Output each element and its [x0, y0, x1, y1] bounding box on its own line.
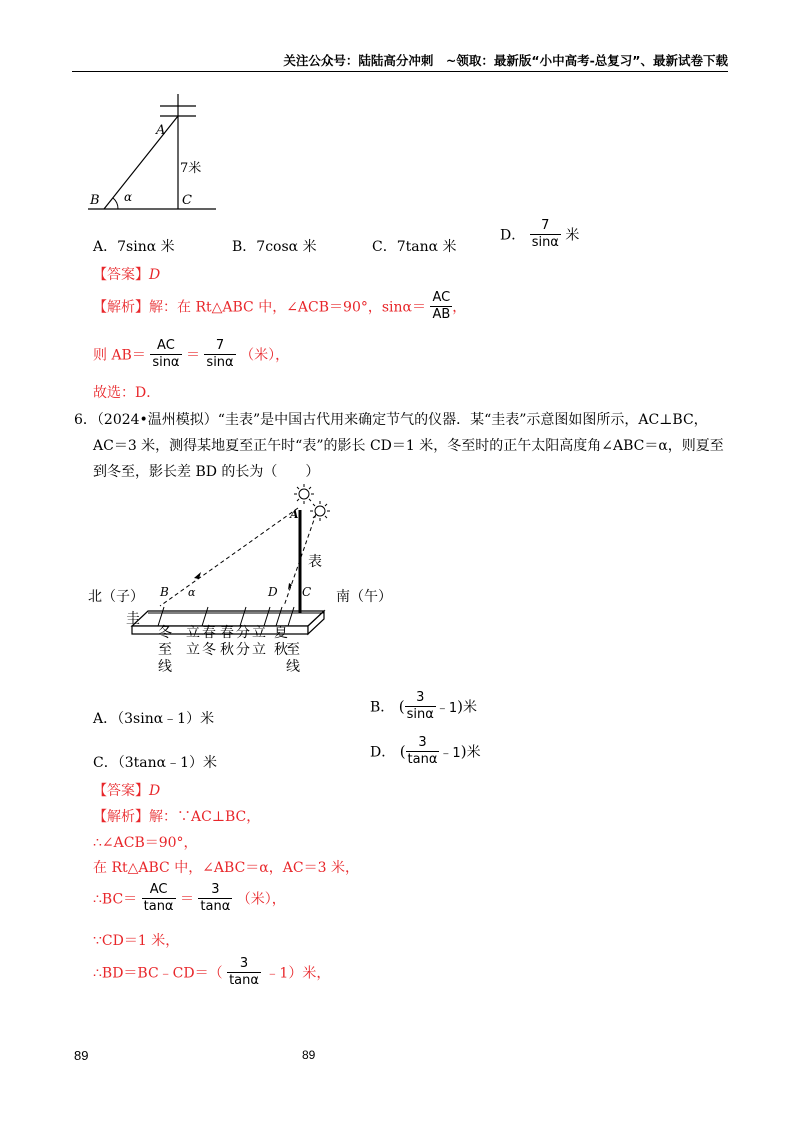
- term-col-8-c: 线: [286, 659, 300, 675]
- q5-label-height: 7米: [180, 161, 202, 176]
- q6-answer: 【答案】D: [93, 783, 161, 799]
- q6-label-b: B: [160, 585, 169, 599]
- q6-label-gui: 圭: [126, 611, 140, 627]
- term-col-5-a: 分: [236, 625, 250, 641]
- footer-page-number-left: 89: [74, 1048, 89, 1063]
- q5-option-d: D． $\frac{7}{\sin\alpha}$ 米: [500, 218, 580, 250]
- q5-triangle-figure: [88, 94, 218, 212]
- q5-label-a: A: [156, 123, 166, 138]
- q6-analysis-line5: ∵CD＝1 米，: [93, 933, 180, 949]
- q6-stem-line1: 6．（2024•温州模拟）“圭表”是中国古代用来确定节气的仪器．某“圭表”示意图如图所示，AC⊥BC，: [74, 412, 708, 428]
- q6-option-a: A．（3sinα﹣1）米: [93, 711, 215, 727]
- term-col-6-b: 立: [252, 642, 266, 658]
- term-col-4-a: 春: [220, 625, 234, 641]
- q6-analysis-line1: 【解析】解：∵AC⊥BC，: [93, 809, 261, 825]
- term-col-3-a: 春: [202, 625, 216, 641]
- term-col-1-b: 至: [158, 642, 172, 658]
- q5-analysis-line2: 则 AB＝ $\frac{AC}{\sin\alpha}$ ＝ $\frac{7}{\sin\alpha}$ （米），: [93, 338, 290, 370]
- page-header: 关注公众号：陆陆高分冲刺 ~领取：最新版“小中高考-总复习”、最新试卷下载: [283, 53, 728, 68]
- q6-label-south: 南（午）: [336, 589, 392, 605]
- q5-label-alpha: α: [124, 190, 133, 204]
- q5-label-c: C: [182, 193, 192, 208]
- q6-label-d: D: [268, 585, 278, 599]
- q6-stem-line3: 到冬至，影长差 BD 的长为（ ）: [93, 464, 320, 480]
- sun-icon: [294, 484, 314, 504]
- q6-option-c: C．（3tanα﹣1）米: [93, 755, 217, 771]
- q5-label-b: B: [90, 193, 100, 208]
- q6-analysis-line6: ∴BD＝BC﹣CD＝（ $\frac{3}{\tan\alpha}$ ﹣1）米，: [93, 956, 331, 988]
- header-divider: [72, 71, 728, 72]
- q6-stem-line2: AC＝3 米，测得某地夏至正午时“表”的影长 CD＝1 米，冬至时的正午太阳高度角∠ABC＝α，则夏至: [93, 438, 724, 454]
- term-col-5-b: 分: [236, 642, 250, 658]
- q6-label-c: C: [302, 585, 312, 599]
- term-col-1-a: 冬: [158, 625, 172, 641]
- term-col-6-a: 立: [252, 625, 266, 641]
- term-col-1-c: 线: [158, 659, 172, 675]
- term-col-2-b: 立: [186, 642, 200, 658]
- sun-icon: [310, 501, 330, 521]
- q5-option-a: A．7sinα 米: [93, 239, 175, 255]
- q6-analysis-line3: 在 Rt△ABC 中，∠ABC＝α，AC＝3 米，: [93, 860, 359, 876]
- q6-label-biao: 表: [308, 554, 322, 570]
- q6-option-d: D． ( $\frac{3}{\tan\alpha}$ ﹣1)米: [370, 735, 481, 767]
- q6-analysis-line4: ∴BC＝ $\frac{AC}{\tan\alpha}$ ＝ $\frac{3}{\tan\alpha}$ （米），: [93, 882, 286, 914]
- q5-option-c: C．7tanα 米: [372, 239, 457, 255]
- q6-option-b: B． ( $\frac{3}{\sin\alpha}$ ﹣1)米: [370, 690, 477, 722]
- q6-analysis-line2: ∴∠ACB＝90°，: [93, 835, 198, 851]
- term-col-3-b: 冬: [202, 642, 216, 658]
- q6-label-a: A: [290, 508, 299, 521]
- term-col-4-b: 秋: [220, 642, 234, 658]
- q6-guibiao-figure: [86, 482, 396, 678]
- q5-option-b: B．7cosα 米: [232, 239, 317, 255]
- q5-analysis-line1: 【解析】解：在 Rt△ABC 中，∠ACB＝90°，sinα＝ $\frac{AC}{AB}$ ，: [93, 290, 467, 322]
- q6-label-alpha: α: [188, 586, 196, 599]
- term-col-8-b: 至: [286, 642, 300, 658]
- term-col-7-a: 夏: [274, 625, 288, 641]
- q6-label-north: 北（子）: [88, 589, 144, 605]
- q5-analysis-line3: 故选：D．: [93, 385, 161, 401]
- footer-page-number-center: 89: [302, 1048, 316, 1062]
- q5-answer: 【答案】D: [93, 267, 161, 283]
- term-col-2-a: 立: [186, 625, 200, 641]
- term-col-7-b: 秋: [274, 642, 288, 658]
